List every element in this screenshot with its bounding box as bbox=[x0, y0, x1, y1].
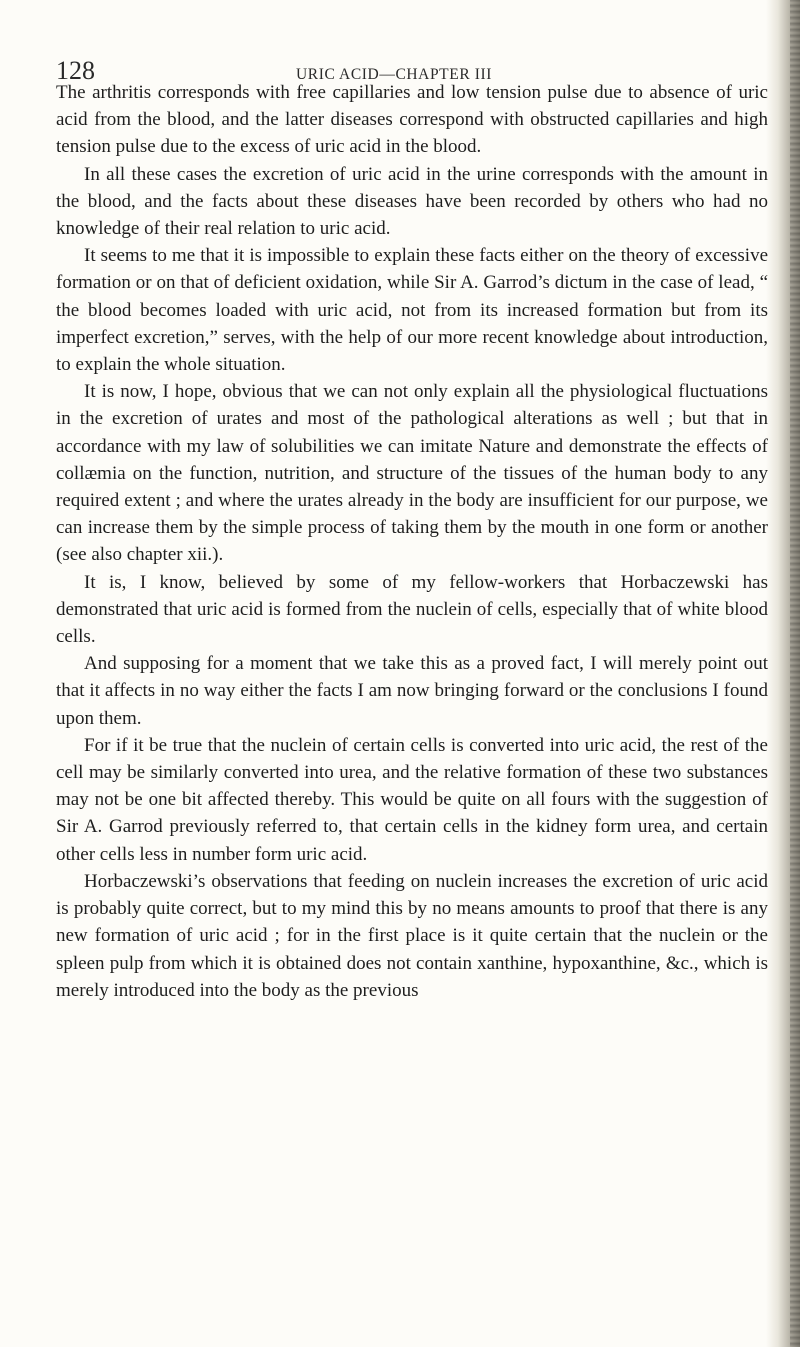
paragraph: It seems to me that it is impossible to explain these facts either on the theory of excessive formation or on that of deficient oxidation, while Sir A. Garrod’s dictum in the case of lead, “ the blood becomes loaded with uric acid, not from its increased formation but from its imperfect excretion,” serves, with the help of our more recent knowledge about introduction, to explain the whole situation. bbox=[56, 245, 768, 376]
paragraph: In all these cases the excretion of uric acid in the urine corresponds with the amount in the blood, and the facts about these diseases have been recorded by others who had no knowledge of their real relation to uric acid. bbox=[56, 163, 768, 240]
body-text bbox=[56, 79, 768, 1004]
paragraph: Horbaczewski’s observations that feeding on nuclein increases the excretion of uric acid is probably quite correct, but to my mind this by no means amounts to proof that there is any new formation of uric acid ; for in the first place is it quite certain that the nuclein or the spleen pulp from which it is obtained does not contain xanthine, hypoxanthine, &c., which is merely introduced into the body as the previous bbox=[56, 870, 768, 1001]
paragraph: It is now, I hope, obvious that we can not only explain all the physiological fluctuations in the excretion of urates and most of the pathological alterations as well ; but that in accordance with my law of solubilities we can imitate Nature and demonstrate the effects of collæmia on the function, nutrition, and structure of the tissues of the human body to any required extent ; and where the urates already in the body are insufficient for our purpose, we can increase them by the simple process of taking them by the mouth in one form or another (see also chapter xii.). bbox=[56, 381, 768, 566]
paragraph: For if it be true that the nuclein of certain cells is converted into uric acid, the rest of the cell may be similarly converted into urea, and the relative formation of these two substances may not be one bit affected thereby. This would be quite on all fours with the suggestion of Sir A. Garrod previously referred to, that certain cells in the kidney form urea, and certain other cells less in number form uric acid. bbox=[56, 734, 768, 865]
paragraph: The arthritis corresponds with free capillaries and low tension pulse due to absence of uric acid from the blood, and the latter diseases correspond with obstructed capillaries and high tension pulse due to the excess of uric acid in the blood. bbox=[56, 82, 768, 158]
paragraph: And supposing for a moment that we take this as a proved fact, I will merely point out that it affects in no way either the facts I am now bringing forward or the conclusions I found upon them. bbox=[56, 653, 768, 729]
page-edge-shadow bbox=[766, 0, 800, 1347]
running-title: URIC ACID—CHAPTER III bbox=[296, 66, 493, 83]
page-number: 128 bbox=[56, 56, 95, 85]
paragraph: It is, I know, believed by some of my fellow-workers that Horbaczewski has demonstrated that uric acid is formed from the nuclein of cells, especially that of white blood cells. bbox=[56, 571, 768, 648]
